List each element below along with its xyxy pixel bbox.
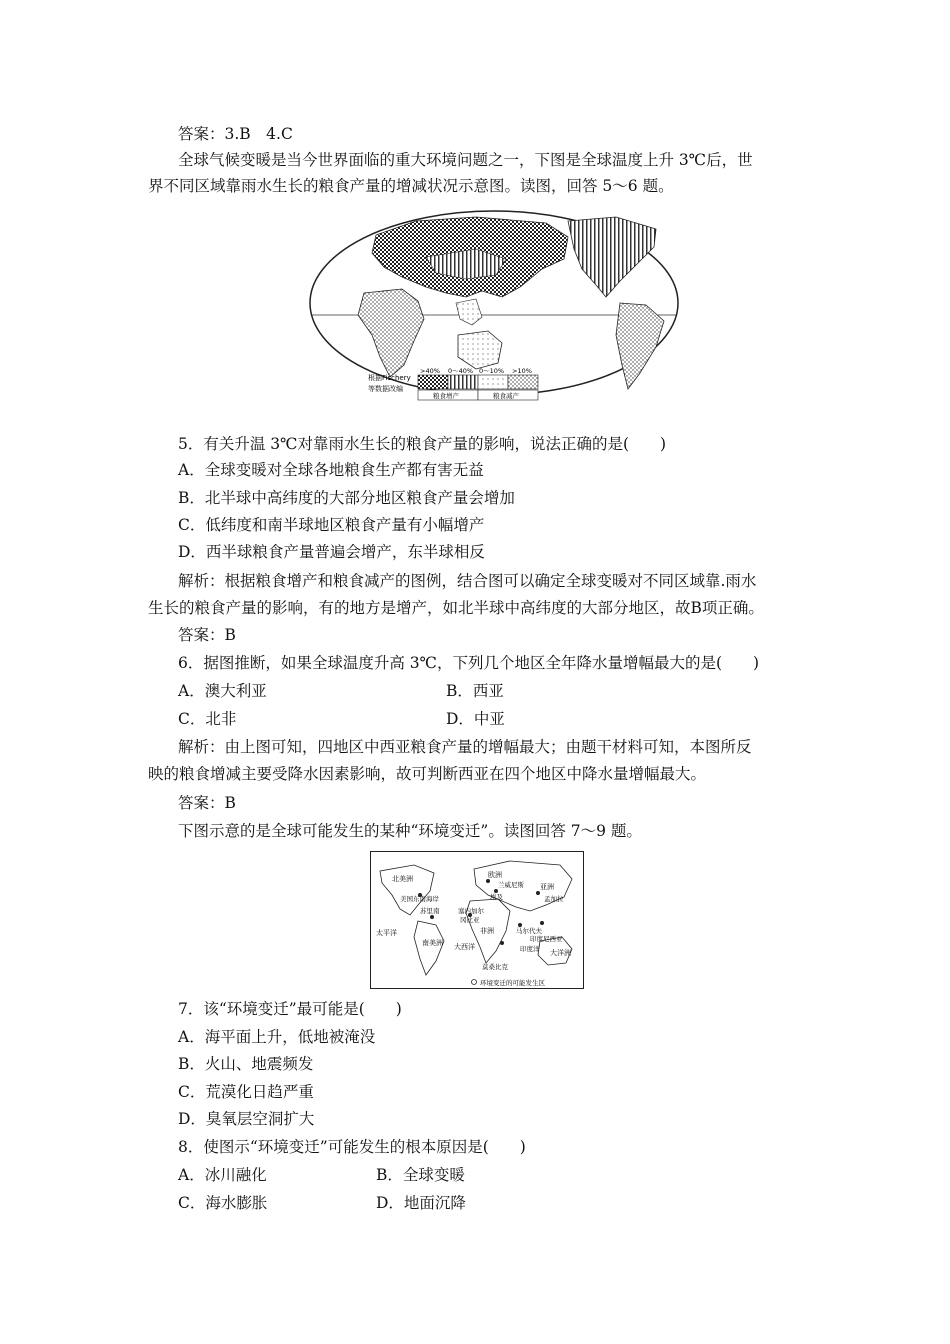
legend-label-0-10: 0～10%	[479, 367, 505, 375]
label-north-america: 北美洲	[392, 875, 413, 883]
label-us-southeast-coast: 美国东南海岸	[400, 895, 439, 903]
q8-option-c[interactable]: C．海水膨胀	[178, 1194, 268, 1212]
q5-option-a[interactable]: A．全球变暖对全球各地粮食生产都有害无益	[178, 461, 484, 479]
q6-option-c[interactable]: C．北非	[178, 710, 237, 728]
q6-option-b[interactable]: B．西亚	[446, 682, 504, 700]
map1-source-line-2: 等数据改编	[368, 385, 403, 393]
label-atlantic: 大西洋	[454, 943, 475, 951]
map2-legend: 环境变迁的可能发生区	[480, 979, 545, 987]
q6-analysis-line-1: 解析：由上图可知，四地区中西亚粮食产量的增幅最大；由题干材料可知，本图所反	[178, 738, 752, 756]
label-africa: 非洲	[480, 927, 494, 935]
label-suriname: 苏里南	[420, 907, 440, 915]
q5-option-d[interactable]: D．西半球粮食产量普遍会增产，东半球相反	[178, 543, 485, 561]
question-5-stem: 5．有关升温 3℃对靠雨水生长的粮食产量的影响，说法正确的是( )	[178, 435, 667, 453]
label-bangladesh: 孟加拉	[544, 895, 564, 903]
q6-answer: 答案：B	[178, 794, 236, 812]
legend-group-increase: 粮食增产	[433, 392, 459, 400]
label-gambia: 冈比亚	[460, 916, 480, 924]
q6-option-d[interactable]: D．中亚	[446, 710, 505, 728]
q7-option-d[interactable]: D．臭氧层空洞扩大	[178, 1110, 315, 1128]
label-venice: 兰威尼斯	[498, 881, 524, 889]
q5-analysis-line-1: 解析：根据粮食增产和粮食减产的图例，结合图可以确定全球变暖对不同区域靠.雨水	[178, 572, 757, 590]
label-egypt: 埃及	[490, 893, 503, 901]
legend-label-gt10: >10%	[512, 367, 532, 375]
q5-option-c[interactable]: C．低纬度和南半球地区粮食产量有小幅增产	[178, 516, 485, 534]
label-indian-ocean: 印度洋	[520, 945, 540, 953]
legend-swatch-gt10	[508, 375, 538, 389]
q5-option-b[interactable]: B．北半球中高纬度的大部分地区粮食产量会增加	[178, 489, 515, 507]
label-oceania: 大洋洲	[550, 949, 571, 957]
question-6-stem: 6．据图推断，如果全球温度升高 3℃，下列几个地区全年降水量增幅最大的是( )	[178, 654, 760, 672]
map1-source-line-1: 根据Fischery	[368, 374, 411, 382]
label-europe: 欧洲	[488, 871, 502, 879]
legend-label-gt40: >40%	[420, 367, 440, 375]
q8-option-d[interactable]: D．地面沉降	[376, 1194, 466, 1212]
q8-option-b[interactable]: B．全球变暖	[376, 1166, 465, 1184]
answer-3-4: 答案：3.B 4.C	[178, 125, 293, 143]
q6-analysis-line-2: 映的粮食增减主要受降水因素影响，故可判断西亚在四个地区中降水量增幅最大。	[148, 765, 707, 783]
legend-swatch-0-40	[448, 375, 478, 389]
q6-option-a[interactable]: A．澳大利亚	[178, 682, 267, 700]
q7-9-intro: 下图示意的是全球可能发生的某种“环境变迁”。读图回答 7～9 题。	[178, 822, 642, 840]
legend-swatch-0-10	[478, 375, 508, 389]
legend-label-0-40: 0～40%	[448, 367, 474, 375]
label-maldives: 马尔代夫	[516, 927, 542, 935]
intro-para-line-1: 全球气候变暖是当今世界面临的重大环境问题之一，下图是全球温度上升 3℃后，世	[178, 151, 753, 169]
q8-option-a[interactable]: A．冰川融化	[178, 1166, 267, 1184]
label-pacific: 太平洋	[376, 929, 397, 937]
legend-swatch-gt40	[418, 375, 448, 389]
legend-marker-icon	[472, 980, 477, 985]
label-south-america: 南美洲	[422, 939, 443, 947]
grain-yield-world-map	[306, 207, 682, 409]
q7-option-c[interactable]: C．荒漠化日趋严重	[178, 1083, 314, 1101]
label-senegal: 塞内加尔	[458, 907, 484, 915]
q5-answer: 答案：B	[178, 626, 236, 644]
label-indonesia: 印度尼西亚	[530, 935, 563, 943]
question-8-stem: 8．使图示“环境变迁”可能发生的根本原因是( )	[178, 1138, 526, 1156]
environment-change-map	[370, 851, 584, 989]
q7-option-a[interactable]: A．海平面上升，低地被淹没	[178, 1028, 376, 1046]
label-mozambique: 莫桑比克	[482, 963, 508, 971]
question-7-stem: 7．该“环境变迁”最可能是( )	[178, 1000, 402, 1018]
q5-analysis-line-2: 生长的粮食产量的影响，有的地方是增产，如北半球中高纬度的大部分地区，故B项正确。	[148, 599, 764, 617]
intro-para-line-2: 界不同区域靠雨水生长的粮食产量的增减状况示意图。读图，回答 5～6 题。	[148, 177, 674, 195]
legend-group-decrease: 粮食减产	[493, 392, 519, 400]
label-asia: 亚洲	[540, 883, 554, 891]
q7-option-b[interactable]: B．火山、地震频发	[178, 1055, 314, 1073]
